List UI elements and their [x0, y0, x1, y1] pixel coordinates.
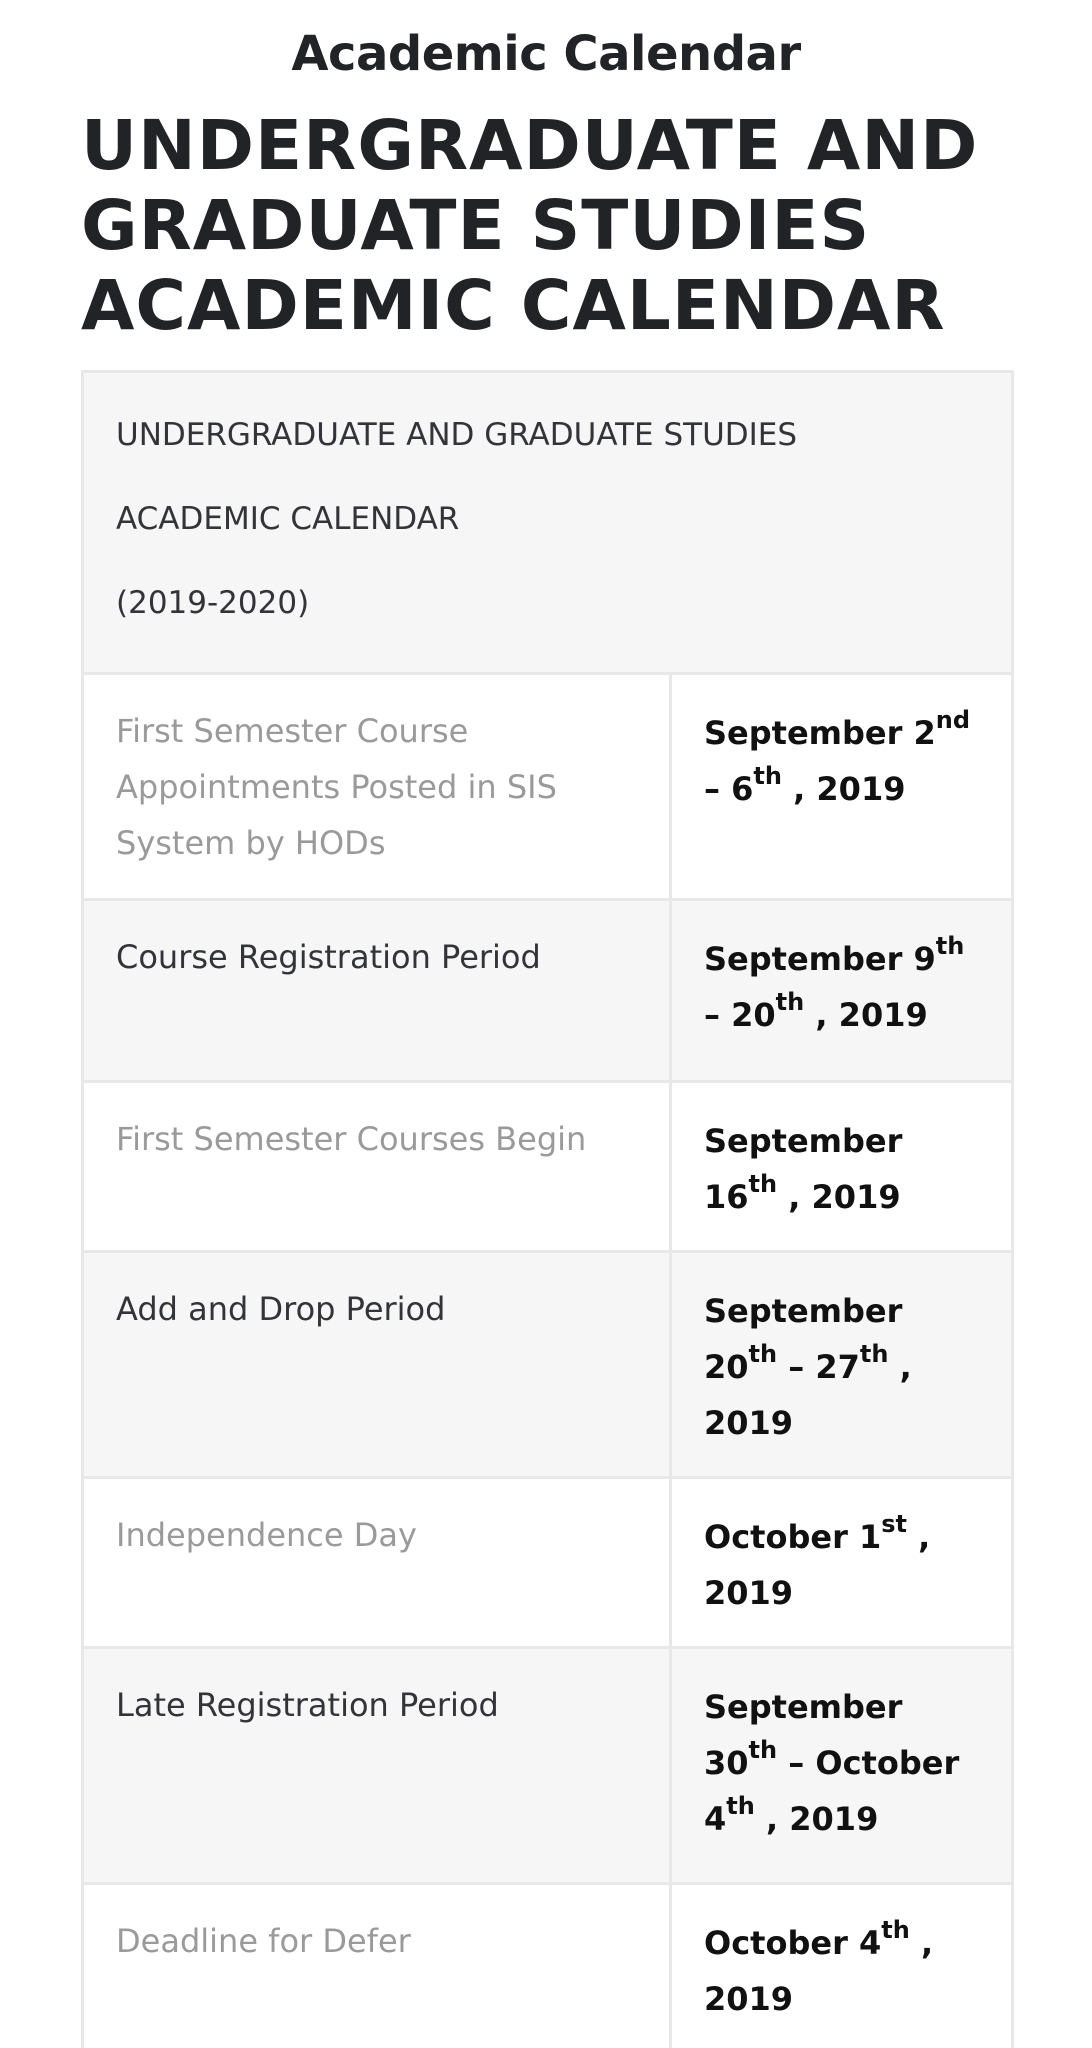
date-text: September 30 — [704, 1688, 903, 1782]
table-header-cell — [83, 372, 1013, 674]
date-text: September 9 — [704, 940, 936, 978]
date-text: , 2019 — [804, 996, 928, 1034]
date-text: – 20 — [704, 996, 776, 1034]
site-title: Academic Calendar — [291, 26, 801, 82]
date-cell — [671, 1648, 1013, 1884]
date-ordinal-suffix: th — [726, 1792, 755, 1820]
event-cell: Deadline for Defer — [83, 1884, 671, 2048]
page-heading: UNDERGRADUATE AND GRADUATE STUDIES ACADEMIC CALENDAR — [81, 106, 979, 346]
date-text: October 1 — [704, 1518, 882, 1556]
event-cell: Add and Drop Period — [83, 1252, 671, 1478]
table-row — [83, 674, 1013, 900]
table-row — [83, 1648, 1013, 1884]
date-ordinal-suffix: th — [881, 1916, 910, 1944]
date-ordinal-suffix: th — [748, 1170, 778, 1198]
table-row — [83, 1478, 1013, 1648]
table-header-line: UNDERGRADUATE AND GRADUATE STUDIES — [116, 417, 798, 453]
date-text: , 2019 — [704, 1924, 934, 2018]
date-cell — [671, 1478, 1013, 1648]
table-row — [83, 1252, 1013, 1478]
date-text: , 2019 — [704, 1518, 931, 1612]
date-text: – October 4 — [704, 1744, 960, 1838]
event-cell: First Semester Course Appointments Posted in SIS System by HODs — [83, 674, 671, 900]
academic-calendar-table — [81, 370, 1014, 2048]
date-ordinal-suffix: th — [748, 1340, 778, 1368]
date-cell — [671, 1082, 1013, 1252]
date-text: October 4 — [704, 1924, 882, 1962]
date-text: , 2019 — [754, 1800, 879, 1838]
date-ordinal-suffix: th — [753, 762, 782, 790]
table-row — [83, 1884, 1013, 2048]
table-row — [83, 1082, 1013, 1252]
date-ordinal-suffix: th — [775, 988, 805, 1016]
date-text: , 2019 — [704, 1348, 912, 1442]
date-cell — [671, 1252, 1013, 1478]
table-header-line: ACADEMIC CALENDAR — [116, 501, 460, 537]
table-header-line: (2019-2020) — [116, 585, 310, 621]
date-ordinal-suffix: th — [748, 1736, 778, 1764]
event-cell: First Semester Courses Begin — [83, 1082, 671, 1252]
date-ordinal-suffix: th — [935, 932, 965, 960]
date-ordinal-suffix: st — [881, 1510, 908, 1538]
event-cell: Course Registration Period — [83, 900, 671, 1082]
date-text: , 2019 — [777, 1178, 901, 1216]
table-header-row — [83, 372, 1013, 674]
date-ordinal-suffix: nd — [935, 706, 971, 734]
date-text: September 20 — [704, 1292, 903, 1386]
date-text: , 2019 — [781, 770, 906, 808]
date-cell — [671, 674, 1013, 900]
date-text: September 16 — [704, 1122, 903, 1216]
date-cell — [671, 900, 1013, 1082]
date-ordinal-suffix: th — [859, 1340, 889, 1368]
date-text: – 6 — [704, 770, 754, 808]
date-text: – 27 — [777, 1348, 860, 1386]
date-cell — [671, 1884, 1013, 2048]
table-row — [83, 900, 1013, 1082]
date-text: September 2 — [704, 714, 936, 752]
event-cell: Late Registration Period — [83, 1648, 671, 1884]
event-cell: Independence Day — [83, 1478, 671, 1648]
